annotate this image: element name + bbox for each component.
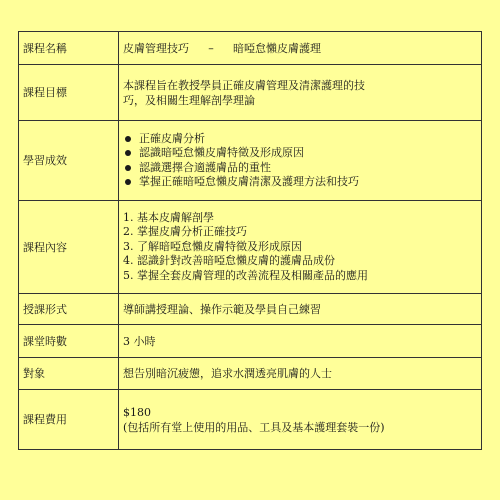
bullet-icon <box>125 165 131 171</box>
course-name-value <box>119 32 482 65</box>
title-separator: – <box>208 41 214 55</box>
content-label: 課程內容 <box>19 201 119 294</box>
row-format <box>19 294 482 325</box>
objective-line: 巧，及相關生理解剖學理論 <box>123 93 255 107</box>
content-item: 2. 掌握皮膚分析正確技巧 <box>123 225 247 239</box>
hours-value: 3 小時 <box>119 325 482 358</box>
content-item: 4. 認識針對改善暗啞怠懶皮膚的護膚品成份 <box>123 254 335 268</box>
content-value <box>119 201 482 294</box>
course-subtitle: 暗啞怠懶皮膚護理 <box>233 41 321 55</box>
outcome-text: 掌握正確暗啞怠懶皮膚清潔及護理方法和技巧 <box>139 175 359 188</box>
row-objective <box>19 65 482 121</box>
course-info-table <box>18 31 482 450</box>
outcome-item <box>123 175 477 190</box>
row-course-name <box>19 32 482 65</box>
outcome-item <box>123 132 477 147</box>
audience-value: 想告別暗沉疲憊，追求水潤透亮肌膚的人士 <box>119 358 482 390</box>
fee-value <box>119 390 482 450</box>
content-item: 5. 掌握全套皮膚管理的改善流程及相關產品的應用 <box>123 268 368 282</box>
fee-amount: $180 <box>123 405 151 419</box>
hours-label: 課堂時數 <box>19 325 119 358</box>
content-item: 3. 了解暗啞怠懶皮膚特徵及形成原因 <box>123 239 302 253</box>
row-outcomes <box>19 121 482 201</box>
objective-value <box>119 65 482 121</box>
bullet-icon <box>125 179 131 185</box>
format-value: 導師講授理論、操作示範及學員自己練習 <box>119 294 482 325</box>
content-item: 1. 基本皮膚解剖學 <box>123 210 214 224</box>
format-label: 授課形式 <box>19 294 119 325</box>
content-list <box>123 211 477 284</box>
course-title: 皮膚管理技巧 <box>123 41 189 55</box>
course-name-label: 課程名稱 <box>19 32 119 65</box>
outcome-item <box>123 146 477 161</box>
objective-line: 本課程旨在教授學員正確皮膚管理及清潔護理的技 <box>123 78 365 92</box>
bullet-icon <box>125 136 131 142</box>
outcomes-list <box>123 132 477 190</box>
fee-note: (包括所有堂上使用的用品、工具及基本護理套裝一份) <box>123 420 385 434</box>
row-audience <box>19 358 482 390</box>
outcome-text: 認識暗啞怠懶皮膚特徵及形成原因 <box>139 146 304 159</box>
row-fee <box>19 390 482 450</box>
fee-label: 課程費用 <box>19 390 119 450</box>
objective-label: 課程目標 <box>19 65 119 121</box>
bullet-icon <box>125 150 131 156</box>
row-hours <box>19 325 482 358</box>
outcome-text: 認識選擇合適護膚品的重性 <box>139 160 271 174</box>
outcomes-value <box>119 121 482 201</box>
audience-label: 對象 <box>19 358 119 390</box>
outcome-item <box>123 161 477 176</box>
row-content <box>19 201 482 294</box>
outcome-text: 正確皮膚分析 <box>139 131 205 145</box>
outcomes-label: 學習成效 <box>19 121 119 201</box>
